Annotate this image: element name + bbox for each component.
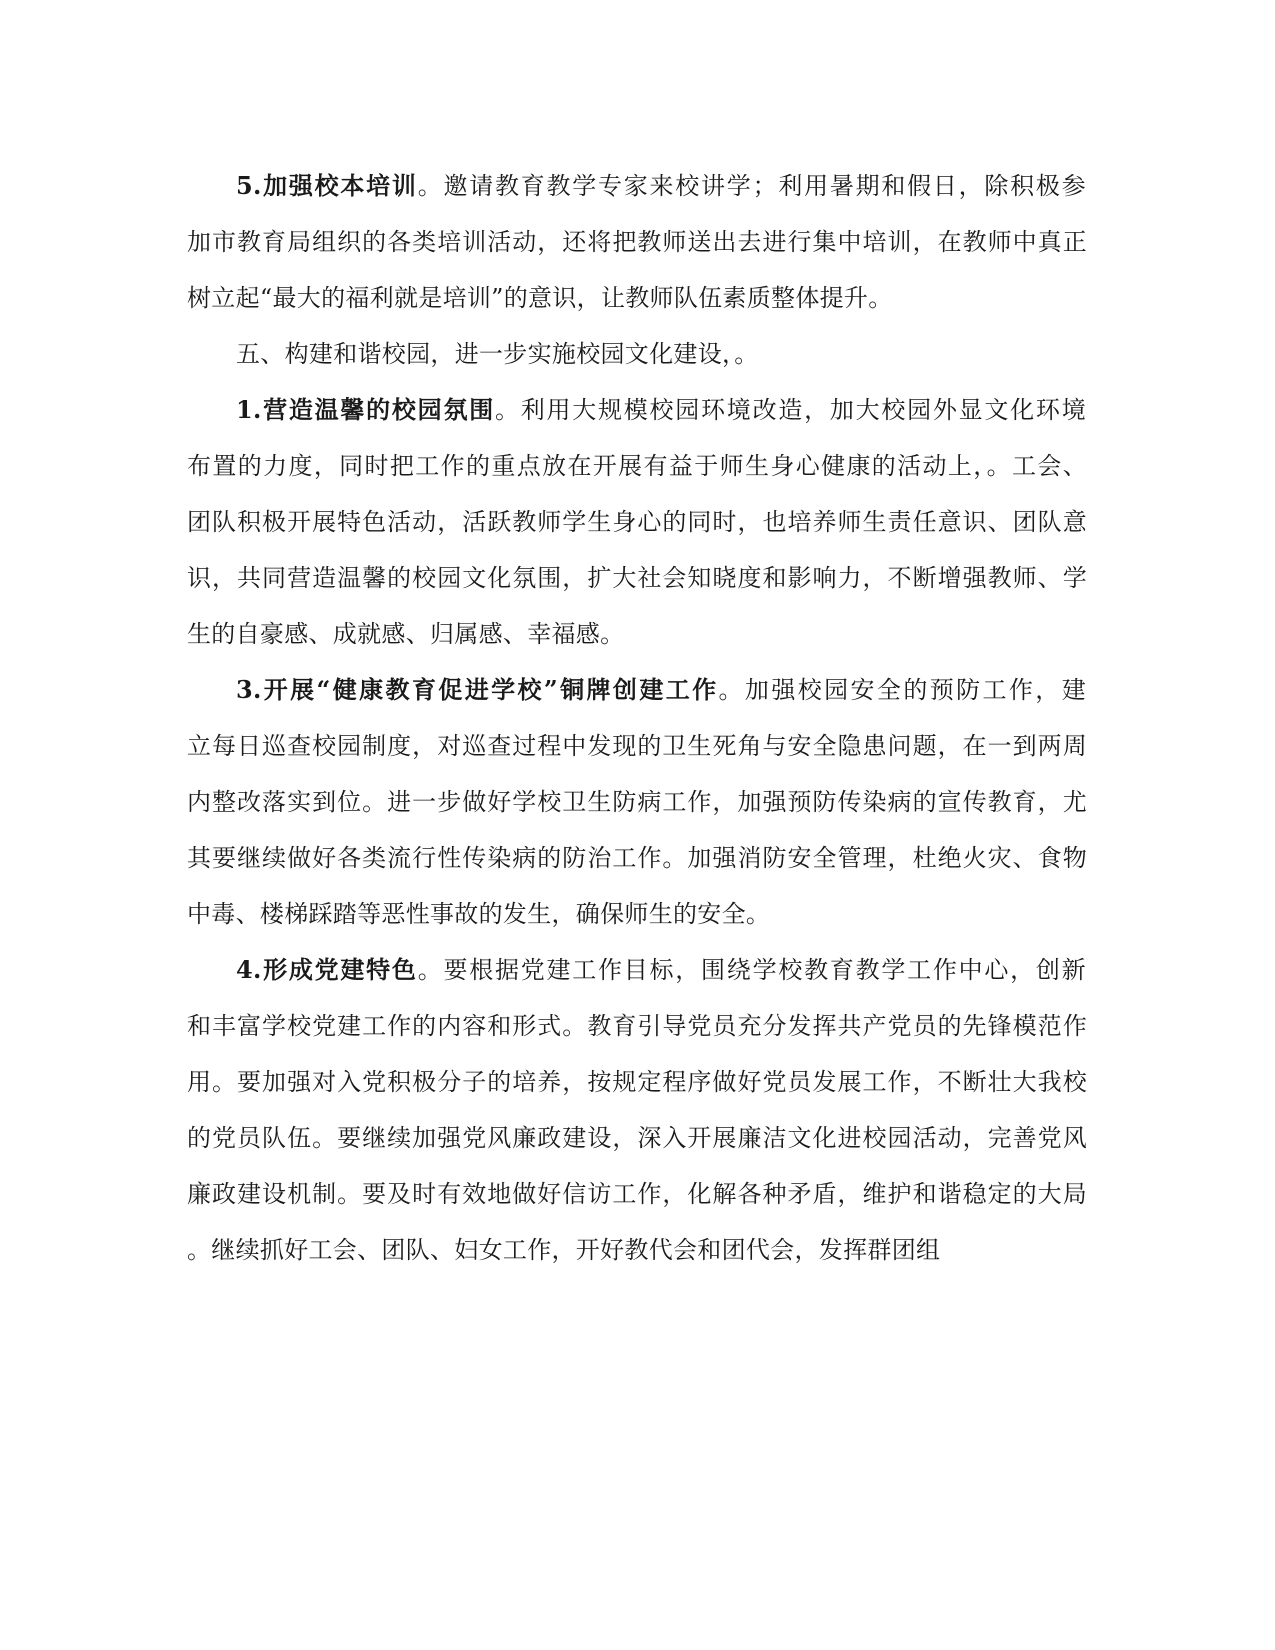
paragraph-5-line-3: 树立起“最大的福利就是培训”的意识，让教师队伍素质整体提升。 bbox=[187, 284, 893, 312]
paragraph-1-line-3: 团队积极开展特色活动，活跃教师学生身心的同时，也培养师生责任意识、团队意 bbox=[187, 508, 1087, 536]
paragraph-4-text: 。要根据党建工作目标，围绕学校教育教学工作中心，创新 bbox=[417, 956, 1086, 984]
paragraph-5-line-1 bbox=[236, 166, 1086, 206]
paragraph-4-line-1 bbox=[236, 950, 1086, 990]
paragraph-3-line-4: 其要继续做好各类流行性传染病的防治工作。加强消防安全管理，杜绝火灾、食物 bbox=[187, 844, 1087, 872]
paragraph-5-text: 。邀请教育教学专家来校讲学；利用暑期和假日，除积极参 bbox=[417, 172, 1086, 200]
paragraph-3-heading: 3.开展“健康教育促进学校”铜牌创建工作 bbox=[236, 675, 719, 704]
paragraph-3-text: 。加强校园安全的预防工作，建 bbox=[718, 676, 1086, 704]
paragraph-4-line-6: 。继续抓好工会、团队、妇女工作，开好教代会和团代会，发挥群团组 bbox=[187, 1236, 941, 1264]
paragraph-1-text: 。利用大规模校园环境改造，加大校园外显文化环境 bbox=[494, 396, 1086, 424]
paragraph-1-line-2: 布置的力度，同时把工作的重点放在开展有益于师生身心健康的活动上，。工会、 bbox=[187, 452, 1087, 480]
paragraph-3-line-5: 中毒、楼梯踩踏等恶性事故的发生，确保师生的安全。 bbox=[187, 900, 771, 928]
paragraph-1-heading: 1.营造温馨的校园氛围 bbox=[236, 395, 495, 424]
paragraph-1-line-5: 生的自豪感、成就感、归属感、幸福感。 bbox=[187, 620, 625, 648]
paragraph-3-line-1 bbox=[236, 670, 1086, 710]
paragraph-4-line-4: 的党员队伍。要继续加强党风廉政建设，深入开展廉洁文化进校园活动，完善党风 bbox=[187, 1124, 1087, 1152]
section-heading: 五、构建和谐校园，进一步实施校园文化建设，。 bbox=[236, 340, 759, 368]
paragraph-3-line-2: 立每日巡查校园制度，对巡查过程中发现的卫生死角与安全隐患问题，在一到两周 bbox=[187, 732, 1087, 760]
paragraph-1-line-1 bbox=[236, 390, 1086, 430]
paragraph-4-line-5: 廉政建设机制。要及时有效地做好信访工作，化解各种矛盾，维护和谐稳定的大局 bbox=[187, 1180, 1087, 1208]
paragraph-4-line-3: 用。要加强对入党积极分子的培养，按规定程序做好党员发展工作，不断壮大我校 bbox=[187, 1068, 1087, 1096]
paragraph-4-line-2: 和丰富学校党建工作的内容和形式。教育引导党员充分发挥共产党员的先锋模范作 bbox=[187, 1012, 1087, 1040]
paragraph-1-line-4: 识，共同营造温馨的校园文化氛围，扩大社会知晓度和影响力，不断增强教师、学 bbox=[187, 564, 1087, 592]
paragraph-4-heading: 4.形成党建特色 bbox=[236, 955, 418, 984]
paragraph-5-heading: 5.加强校本培训 bbox=[236, 171, 418, 200]
paragraph-5-line-2: 加市教育局组织的各类培训活动，还将把教师送出去进行集中培训，在教师中真正 bbox=[187, 228, 1087, 256]
paragraph-3-line-3: 内整改落实到位。进一步做好学校卫生防病工作，加强预防传染病的宣传教育，尤 bbox=[187, 788, 1087, 816]
